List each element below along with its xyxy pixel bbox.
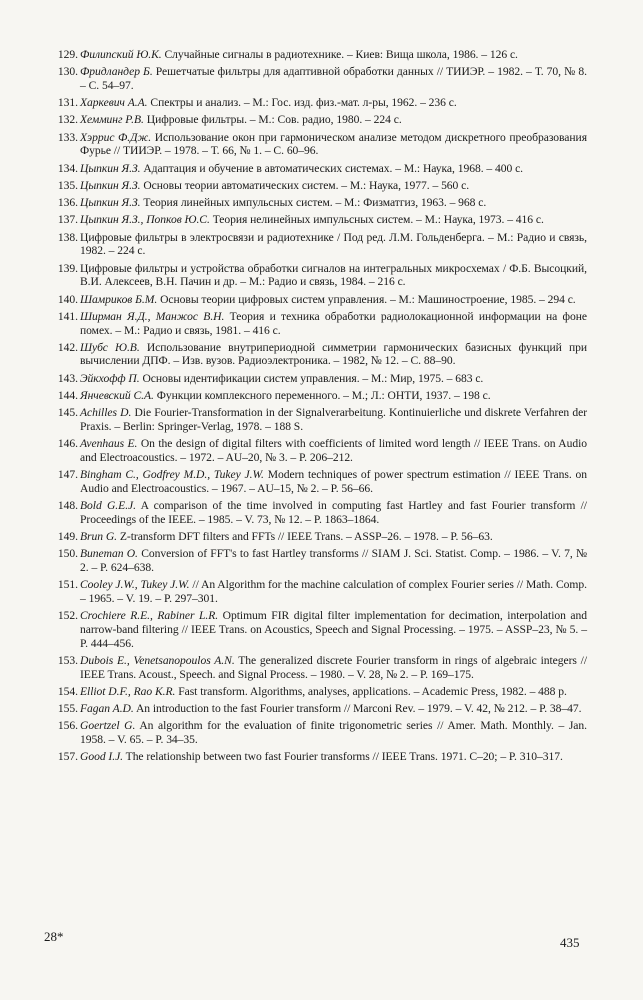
reference-number: 137. [57,213,78,227]
reference-author: Good I.J. [80,750,124,764]
reference-text: Fast transform. Algorithms, analyses, applications. – Academic Press, 1982. – 488 p. [178,684,567,698]
reference-number: 148. [57,499,78,513]
signature-mark: 28* [44,929,64,944]
reference-entry [44,196,587,210]
reference-text: Цифровые фильтры и устройства обработки сигналов на интегральных микросхемах / Ф.Б. Высоцкий, В.И. Алексеев, В.Н. Пачин и др. – М.: Радио и связь, 1984. – 216 с. [80,261,587,289]
reference-author: Avenhaus E. [80,437,138,451]
reference-text: Теория линейных импульсных систем. – М.: Физматгиз, 1963. – 968 с. [143,196,487,210]
reference-number: 140. [57,292,78,306]
reference-text: Использование внутрипериодной симметрии гармонических базисных функций при вычислении ДПФ. – Изв. вузов. Радиоэлектроника. – 1982, № 12. – С. 88–90. [80,340,587,368]
reference-author: Шубс Ю.В. [80,340,140,354]
reference-number: 147. [57,468,78,482]
reference-author: Bold G.E.J. [80,499,136,513]
reference-entry [44,719,587,746]
reference-number: 149. [57,530,78,544]
reference-entry [44,530,587,544]
reference-number: 141. [57,309,78,323]
reference-number: 154. [57,684,78,698]
reference-author: Dubois E., Venetsanopoulos A.N. [80,653,235,667]
reference-number: 152. [57,609,78,623]
reference-number: 135. [57,178,78,192]
reference-entry [44,131,587,158]
reference-entry [44,499,587,526]
reference-entry [44,702,587,716]
reference-text: Цифровые фильтры в электросвязи и радиотехнике / Под ред. Л.М. Гольденберга. – М.: Радио и связь, 1982. – 224 с. [80,230,587,258]
reference-text: Conversion of FFT's to fast Hartley transforms // SIAM J. Sci. Statist. Comp. – 1986. – V. 7, № 2. – P. 624–638. [80,547,587,574]
reference-number: 129. [57,48,78,61]
reference-number: 136. [57,196,78,210]
reference-entry [44,654,587,681]
reference-author: Цыпкин Я.З., Попков Ю.С. [80,213,210,227]
reference-number: 130. [57,65,78,79]
reference-text: Теория нелинейных импульсных систем. – М.: Наука, 1973. – 416 с. [212,213,544,227]
reference-entry [44,48,587,62]
reference-author: Brun G. [80,530,118,544]
reference-text: Функции комплексного переменного. – М.; Л.: ОНТИ, 1937. – 198 с. [156,388,491,402]
reference-author: Хемминг Р.В. [80,113,144,127]
reference-entry [44,262,587,289]
reference-author: Шамриков Б.М. [80,292,158,306]
reference-author: Crochiere R.E., Rabiner L.R. [80,609,219,623]
reference-text: An introduction to the fast Fourier transform // Marconi Rev. – 1979. – V. 42, № 212. – P. 38–47. [135,702,582,716]
reference-text: // An Algorithm for the machine calculation of complex Fourier series // Math. Comp. – 1965. – V. 19. – P. 297–301. [80,578,587,605]
reference-author: Филипский Ю.К. [80,48,162,61]
reference-entry [44,310,587,337]
reference-number: 156. [57,719,78,733]
reference-entry [44,96,587,110]
reference-author: Эйкхофф П. [80,371,140,385]
reference-author: Хэррис Ф.Дж. [80,130,152,144]
reference-text: Случайные сигналы в радиотехнике. – Киев: Вища школа, 1986. – 126 с. [164,48,518,61]
reference-number: 146. [57,437,78,451]
reference-entry [44,65,587,92]
reference-author: Bingham C., Godfrey M.D., Tukey J.W. [80,468,264,482]
reference-entry [44,179,587,193]
reference-text: Теория и техника обработки радиолокационной информации на фоне помех. – М.: Радио и связь, 1981. – 416 с. [80,309,587,337]
reference-entry [44,750,587,764]
reference-entry [44,437,587,464]
reference-text: Адаптация и обучение в автоматических системах. – М.: Наука, 1968. – 400 с. [143,161,524,175]
reference-number: 133. [57,130,78,144]
reference-text: The generalized discrete Fourier transform in rings of algebraic integers // IEEE Trans. Acoust., Speech. and Signal Process. – 1980. – V. 28, № 2. – P. 169–175. [80,653,587,681]
reference-author: Ширман Я.Д., Манжос В.Н. [80,309,225,323]
reference-entry [44,372,587,386]
reference-number: 144. [57,388,78,402]
reference-text: Использование окон при гармоническом анализе методом дискретного преобразования Фурье // ТИИЭР. – 1978. – Т. 66, № 1. – С. 60–96. [80,130,587,158]
reference-entry [44,406,587,433]
reference-author: Харкевич А.А. [80,96,148,110]
reference-author: Elliot D.F., Rao K.R. [80,684,176,698]
reference-entry [44,293,587,307]
reference-text: Основы теории автоматических систем. – М.: Наука, 1977. – 560 с. [143,178,470,192]
reference-text: Modern techniques of power spectrum estimation // IEEE Trans. on Audio and Electroacoustics. – 1967. – AU–15, № 2. – P. 56–66. [80,468,587,495]
reference-entry [44,231,587,258]
reference-number: 150. [57,547,78,561]
reference-number: 153. [57,653,78,667]
reference-author: Цыпкин Я.З. [80,196,141,210]
reference-entry [44,468,587,495]
reference-number: 139. [57,261,78,275]
reference-number: 131. [57,96,78,110]
reference-number: 151. [57,578,78,592]
reference-author: Goertzel G. [80,719,136,733]
reference-number: 143. [57,371,78,385]
reference-entry [44,113,587,127]
reference-text: Основы идентификации систем управления. – М.: Мир, 1975. – 683 с. [142,371,484,385]
reference-text: Спектры и анализ. – М.: Гос. изд. физ.-мат. л-ры, 1962. – 236 с. [150,96,457,110]
reference-text: An algorithm for the evaluation of finite trigonometric series // Amer. Math. Monthly. – Jan. 1958. – V. 65. – P. 34–35. [80,719,587,746]
reference-number: 134. [57,161,78,175]
reference-text: Die Fourier-Transformation in der Signalverarbeitung. Kontinuierliche und diskrete Verfahren der Praxis. – Berlin: Springer-Verlag, 1978. – 188 S. [80,406,588,433]
reference-number: 157. [57,750,78,764]
reference-text: A comparison of the time involved in computing fast Hartley and fast Fourier transform // Proceedings of the IEEE. – 1985. – V. 73, № 12. – P. 1863–1864. [80,499,587,526]
reference-text: Решетчатые фильтры для адаптивной обработки данных // ТИИЭР. – 1982. – Т. 70, № 8. – С. 54–97. [80,65,587,92]
reference-author: Фридландер Б. [80,65,153,79]
reference-number: 155. [57,702,78,716]
reference-author: Buneman O. [80,547,138,561]
reference-author: Янчевский С.А. [80,388,154,402]
reference-author: Fagan A.D. [80,702,134,716]
reference-author: Цыпкин Я.З. [80,161,141,175]
reference-text: On the design of digital filters with coefficients of limited word length // IEEE Trans. on Audio and Electroacoustics. – 1972. – AU–20, № 3. – P. 206–212. [80,437,587,464]
reference-entry [44,609,587,650]
reference-text: Цифровые фильтры. – М.: Сов. радио, 1980. – 224 с. [146,113,402,127]
reference-number: 142. [57,340,78,354]
reference-text: The relationship between two fast Fourier transforms // IEEE Trans. 1971. C–20; – P. 310–317. [125,750,563,764]
reference-number: 145. [57,406,78,420]
reference-number: 138. [57,230,78,244]
reference-number: 132. [57,113,78,127]
reference-text: Z-transform DFT filters and FFTs // IEEE Trans. – ASSP–26. – 1978. – P. 56–63. [119,530,493,544]
reference-entry [44,341,587,368]
reference-author: Achilles D. [80,406,132,420]
reference-entry [44,213,587,227]
reference-text: Optimum FIR digital filter implementation for decimation, interpolation and narrow-band filtering // IEEE Trans. on Acoustics, Speech and Signal Processing. – 1975. – ASSP–23, № 5. – P. 444–456. [80,609,588,650]
reference-text: Основы теории цифровых систем управления. – М.: Машиностроение, 1985. – 294 с. [160,292,576,306]
reference-author: Цыпкин Я.З. [80,178,141,192]
reference-entry [44,547,587,574]
reference-entry [44,578,587,605]
reference-entry [44,389,587,403]
page-number: 435 [560,935,580,950]
reference-list [44,48,587,768]
reference-author: Cooley J.W., Tukey J.W. [80,578,190,592]
reference-entry [44,685,587,699]
reference-entry [44,162,587,176]
